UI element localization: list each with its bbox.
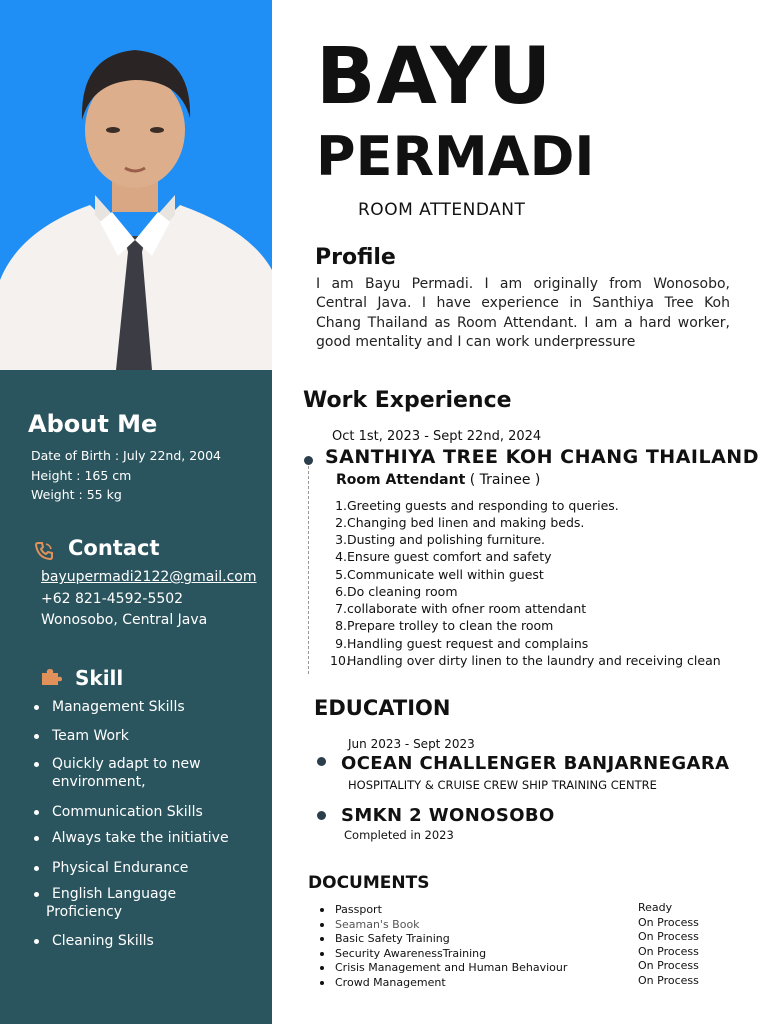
duty-item: 10.Handling over dirty linen to the laundry and receiving clean (330, 653, 721, 668)
sidebar (0, 0, 272, 1024)
about-heading: About Me (28, 410, 158, 438)
duty-item: 3.Dusting and polishing furniture. (335, 532, 546, 547)
position-note: ( Trainee ) (469, 472, 541, 488)
last-name: PERMADI (316, 125, 595, 188)
duty-item: 8.Prepare trolley to clean the room (335, 618, 554, 633)
education-heading: EDUCATION (314, 696, 451, 720)
education-bullet (317, 757, 326, 766)
duty-item: 9.Handling guest request and complains (335, 636, 589, 651)
duty-item: 6.Do cleaning room (335, 584, 458, 599)
document-item: Seaman's Book (320, 918, 420, 931)
education-detail: HOSPITALITY & CRUISE CREW SHIP TRAINING CENTRE (348, 778, 657, 792)
phone-icon (34, 541, 54, 561)
skill-item: Quickly adapt to new environment, (31, 755, 267, 791)
skill-item: Cleaning Skills (31, 932, 267, 950)
timeline-line (308, 456, 310, 674)
about-weight: Weight : 55 kg (31, 487, 122, 502)
work-heading: Work Experience (303, 388, 512, 413)
skill-item: Team Work (31, 727, 267, 745)
document-item: Crowd Management (320, 976, 446, 989)
about-dob: Date of Birth : July 22nd, 2004 (31, 448, 222, 463)
job-title: ROOM ATTENDANT (358, 200, 526, 220)
document-item: Passport (320, 903, 382, 916)
duty-item: 1.Greeting guests and responding to queries. (335, 498, 619, 513)
education-dates: Jun 2023 - Sept 2023 (348, 737, 475, 751)
first-name: BAYU (316, 32, 553, 122)
skill-heading: Skill (75, 666, 124, 690)
timeline-bullet (304, 456, 313, 465)
document-status: Ready (638, 901, 673, 914)
duty-item: 2.Changing bed linen and making beds. (335, 515, 585, 530)
contact-heading: Contact (68, 536, 160, 560)
document-status: On Process (638, 973, 699, 987)
documents-heading: DOCUMENTS (308, 873, 430, 893)
document-item: Basic Safety Training (320, 932, 450, 945)
document-item: Crisis Management and Human Behaviour (320, 961, 567, 974)
duty-item: 4.Ensure guest comfort and safety (335, 549, 552, 564)
about-height: Height : 165 cm (31, 468, 132, 483)
contact-location: Wonosobo, Central Java (41, 612, 208, 628)
skill-item: Physical Endurance (31, 859, 267, 877)
contact-phone: +62 821-4592-5502 (41, 591, 184, 607)
puzzle-icon (41, 668, 63, 686)
position-title: Room Attendant (336, 472, 466, 488)
profile-heading: Profile (315, 245, 396, 270)
education-detail: Completed in 2023 (344, 828, 454, 842)
contact-email[interactable]: bayupermadi2122@gmail.com (41, 569, 257, 585)
education-bullet (317, 811, 326, 820)
duty-item: 5.Communicate well within guest (335, 567, 544, 582)
skill-item: Communication Skills (31, 803, 267, 821)
duty-item: 7.collaborate with ofner room attendant (335, 601, 587, 616)
document-status: On Process (638, 930, 699, 943)
education-school: SMKN 2 WONOSOBO (341, 805, 555, 826)
work-dates: Oct 1st, 2023 - Sept 22nd, 2024 (332, 429, 542, 444)
document-status: On Process (638, 959, 699, 972)
document-status: On Process (638, 944, 699, 958)
skill-item: Always take the initiative (31, 829, 267, 847)
profile-photo (0, 0, 272, 370)
profile-text: I am Bayu Permadi. I am originally from Wonosobo, Central Java. I have experience in Santhiya Tree Koh Chang Thailand as Room Attendant. I am a hard worker, good mentality and I can work underpressure (316, 276, 730, 350)
work-company: SANTHIYA TREE KOH CHANG THAILAND (325, 446, 759, 468)
document-status: On Process (638, 915, 699, 929)
skill-item: Management Skills (31, 698, 267, 716)
work-position (336, 472, 540, 488)
document-item: Security AwarenessTraining (320, 947, 486, 960)
skill-item: English Language Proficiency (31, 885, 267, 921)
education-school: OCEAN CHALLENGER BANJARNEGARA (341, 753, 730, 774)
